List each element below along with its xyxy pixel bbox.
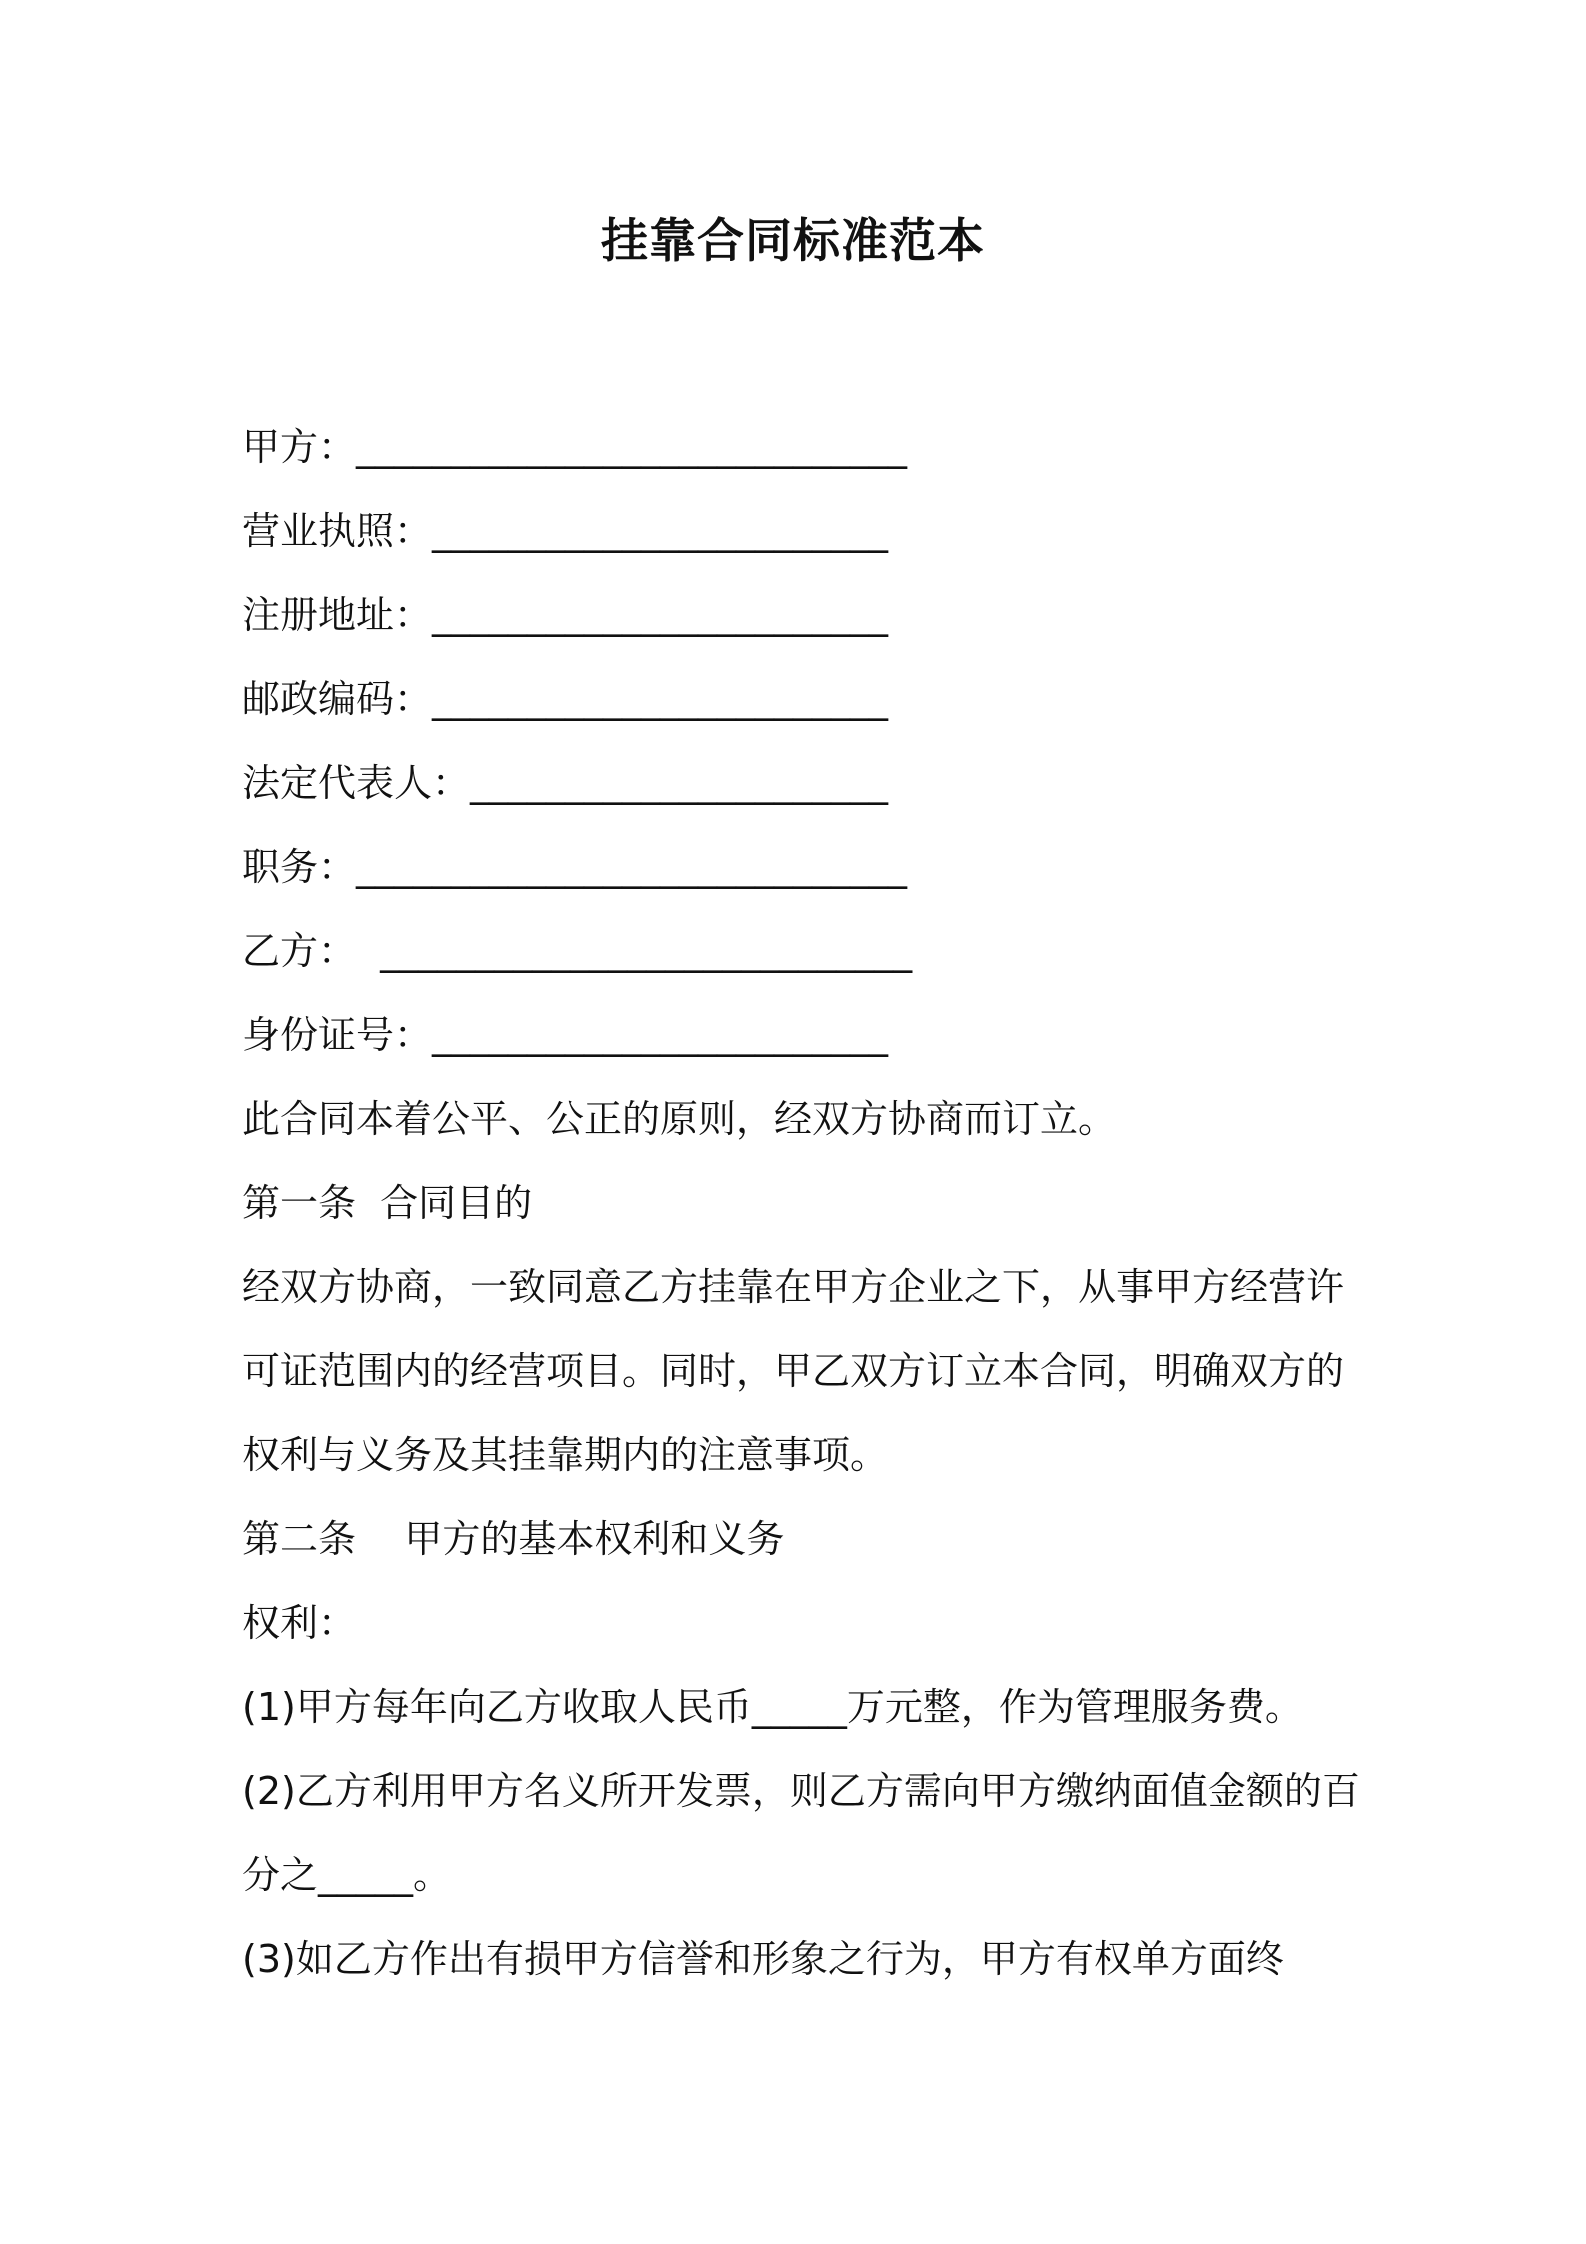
document-title: 挂靠合同标准范本 bbox=[601, 214, 985, 269]
field-party-a: 甲方：_____________________________ bbox=[242, 425, 908, 469]
intro-paragraph: 此合同本着公平、公正的原则，经双方协商而订立。 bbox=[242, 1097, 1117, 1141]
article-1-heading: 第一条 合同目的 bbox=[242, 1181, 533, 1225]
field-position: 职务：_____________________________ bbox=[242, 845, 908, 889]
rights-item-3: (3)如乙方作出有损甲方信誉和形象之行为，甲方有权单方面终 bbox=[242, 1937, 1284, 1981]
rights-item-1: (1)甲方每年向乙方收取人民币_____万元整，作为管理服务费。 bbox=[242, 1685, 1303, 1729]
field-business-license: 营业执照：________________________ bbox=[242, 509, 889, 553]
field-legal-representative: 法定代表人：______________________ bbox=[242, 761, 889, 805]
field-party-b: 乙方： ____________________________ bbox=[242, 929, 913, 973]
rights-label: 权利： bbox=[242, 1601, 357, 1645]
article-2-heading: 第二条 甲方的基本权利和义务 bbox=[242, 1517, 785, 1561]
field-registered-address: 注册地址：________________________ bbox=[242, 593, 889, 637]
field-postal-code: 邮政编码：________________________ bbox=[242, 677, 889, 721]
article-1-paragraph: 经双方协商，一致同意乙方挂靠在甲方企业之下，从事甲方经营许可证范围内的经营项目。同时，甲乙双方订立本合同，明确双方的权利与义务及其挂靠期内的注意事项。 bbox=[242, 1265, 1345, 1477]
document-body bbox=[242, 405, 1362, 2001]
rights-item-2: (2)乙方利用甲方名义所开发票，则乙方需向甲方缴纳面值金额的百分之_____。 bbox=[242, 1769, 1360, 1897]
field-id-number: 身份证号：________________________ bbox=[242, 1013, 889, 1057]
